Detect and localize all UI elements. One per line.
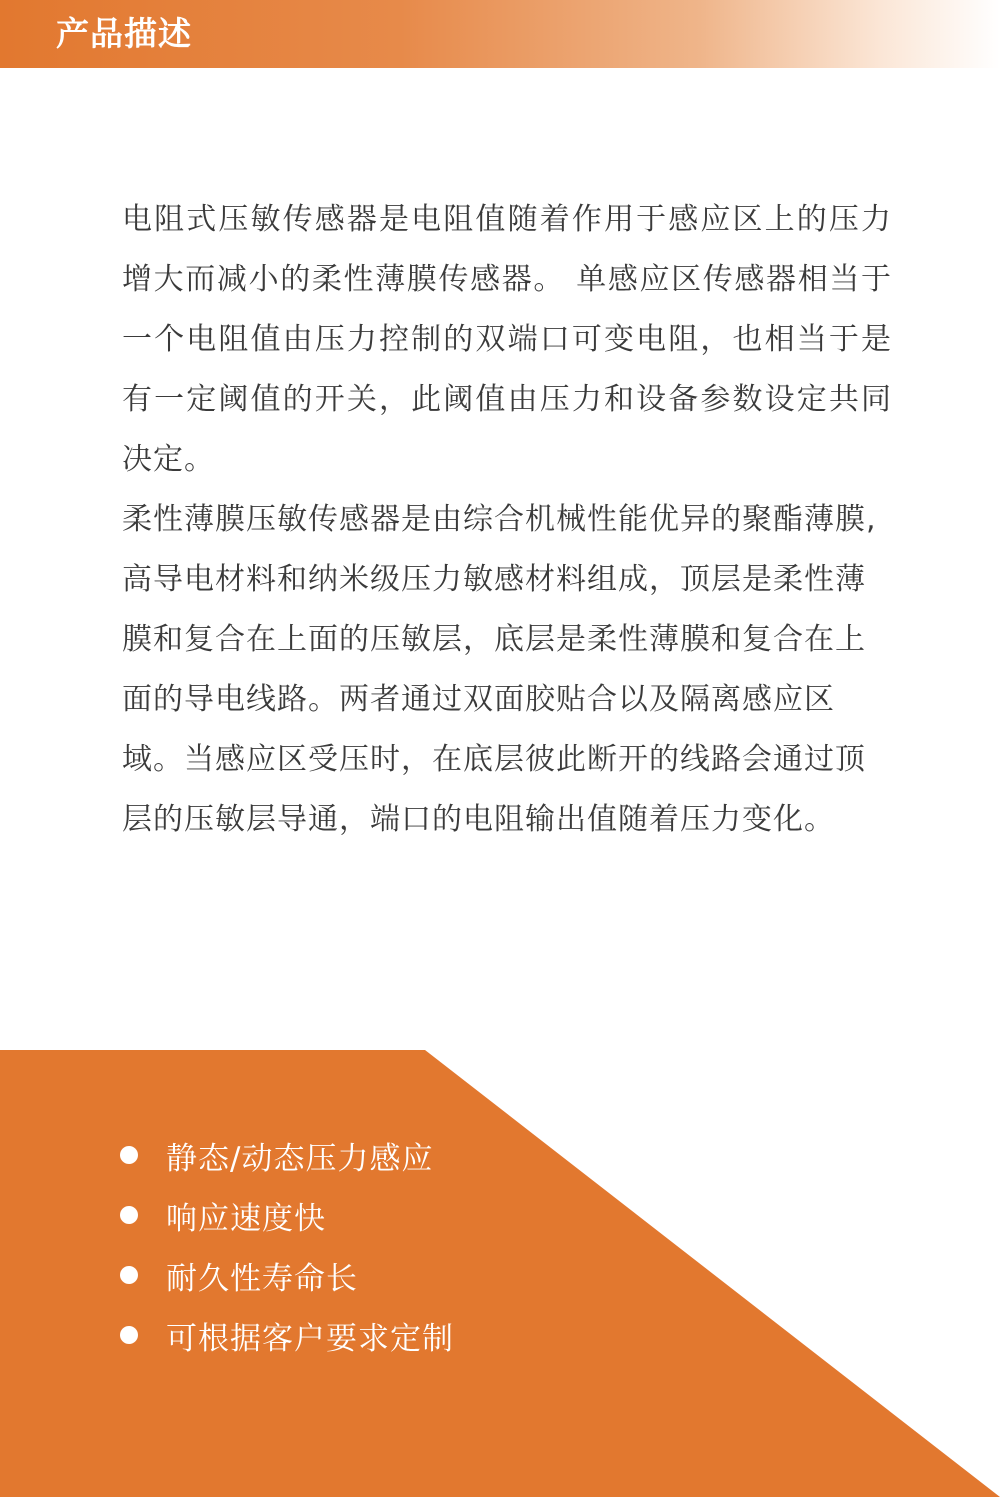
bullet-icon (120, 1326, 138, 1344)
feature-item (120, 1185, 454, 1245)
bullet-icon (120, 1146, 138, 1164)
feature-item (120, 1305, 454, 1365)
description-paragraph-1: 电阻式压敏传感器是电阻值随着作用于感应区上的压力增大而减小的柔性薄膜传感器。 单感应区传感器相当于一个电阻值由压力控制的双端口可变电阻，也相当于是有一定阈值的开关，此阈值由压力和设备参数设定共同决定。 (122, 202, 892, 477)
bullet-icon (120, 1266, 138, 1284)
feature-label: 可根据客户要求定制 (166, 1320, 454, 1357)
feature-item (120, 1125, 454, 1185)
feature-panel (0, 1050, 1000, 1497)
bullet-icon (120, 1206, 138, 1224)
section-header-bar (0, 0, 1000, 68)
feature-label: 耐久性寿命长 (166, 1260, 358, 1297)
feature-list (120, 1125, 454, 1365)
description-paragraph-2: 柔性薄膜压敏传感器是由综合机械性能优异的聚酯薄膜, 高导电材料和纳米级压力敏感材料组成，顶层是柔性薄膜和复合在上面的压敏层，底层是柔性薄膜和复合在上面的导电线路。两者通过双面胶贴合以及隔离感应区域。当感应区受压时，在底层彼此断开的线路会通过顶层的压敏层导通，端口的电阻输出值随着压力变化。 (122, 502, 877, 837)
section-title: 产品描述 (56, 14, 192, 53)
product-description (122, 190, 892, 850)
feature-item (120, 1245, 454, 1305)
feature-label: 响应速度快 (166, 1200, 326, 1237)
feature-label: 静态/动态压力感应 (166, 1140, 434, 1177)
